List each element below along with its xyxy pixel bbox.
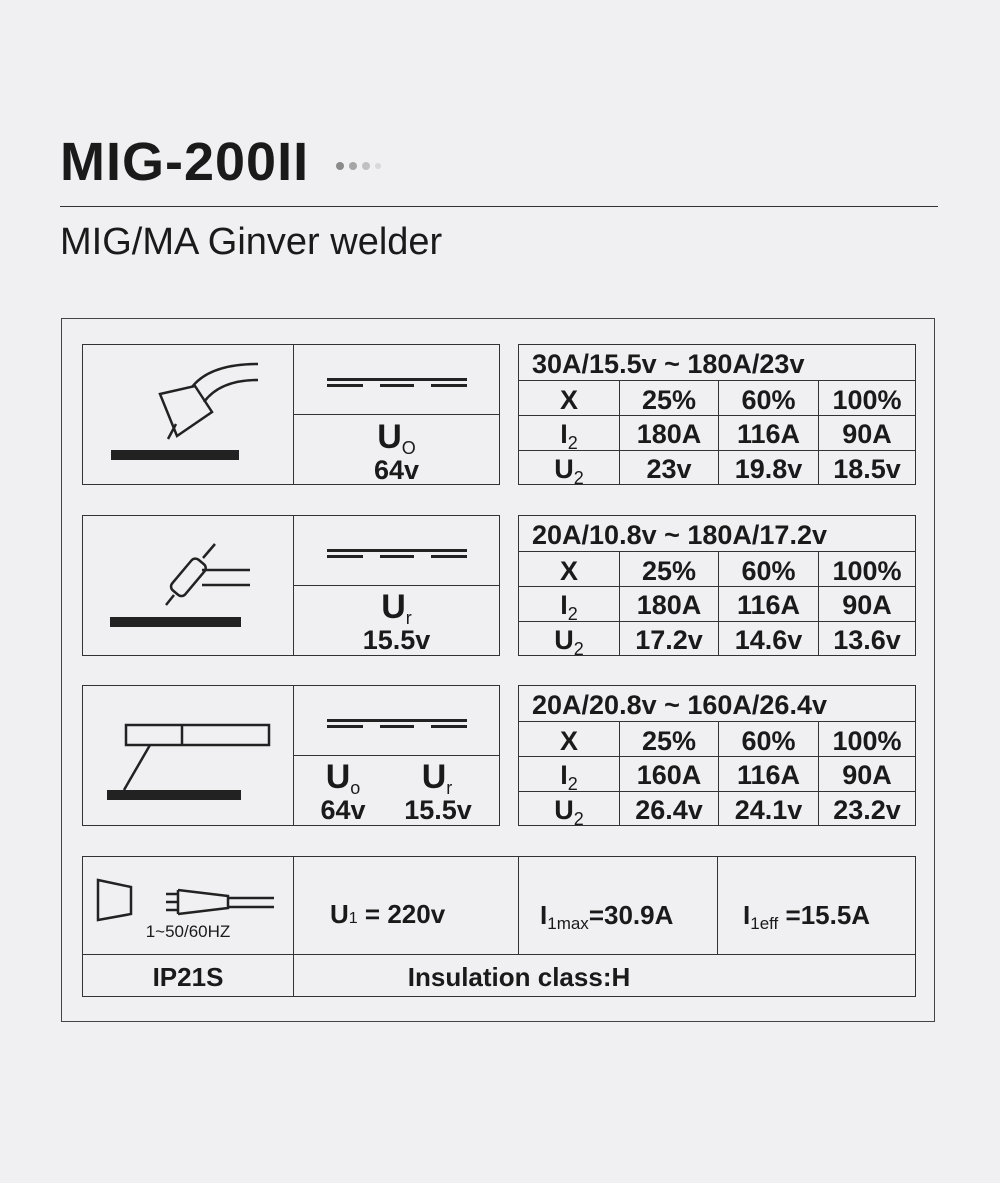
- voltage-value: 24.1v: [734, 795, 803, 825]
- rated-voltage-symbol: Ur: [381, 588, 412, 628]
- duty-cycle-value: 25%: [641, 726, 697, 756]
- insulation-class: Insulation class:H: [407, 962, 631, 992]
- frequency-label: 1~50/60HZ: [145, 922, 231, 941]
- duty-cycle-value: 25%: [641, 556, 697, 586]
- voltage-value: 23v: [646, 454, 692, 484]
- voltage-value: 19.8v: [734, 454, 803, 484]
- current-value: 116A: [736, 760, 801, 790]
- current-value: 116A: [736, 419, 801, 449]
- current-label: $I_2$: [560, 590, 578, 624]
- open-circuit-voltage-symbol: Uo: [325, 758, 361, 798]
- duty-cycle-value: 60%: [741, 385, 796, 415]
- voltage-label: $U_2$: [554, 795, 584, 829]
- effective-input-current: I1eff =15.5A: [743, 900, 871, 933]
- current-label: $I_2$: [560, 419, 578, 453]
- dot: [375, 163, 381, 169]
- current-voltage-range: 20A/20.8v ~ 160A/26.4v: [532, 690, 827, 720]
- voltage-value: 23.2v: [833, 795, 901, 825]
- dot: [362, 162, 370, 170]
- page-title: MIG-200II: [60, 132, 310, 192]
- current-value: 160A: [636, 760, 702, 790]
- page-subtitle: MIG/MA Ginver welder: [60, 221, 443, 263]
- current-value: 116A: [736, 590, 801, 620]
- mma-electrode-icon: [82, 685, 294, 826]
- duty-cycle-label: X: [559, 726, 578, 756]
- dot: [336, 162, 344, 170]
- dot: [349, 162, 357, 170]
- rated-voltage-value: 15.5v: [362, 625, 431, 655]
- voltage-label: $U_2$: [554, 625, 584, 659]
- title-divider: [60, 206, 938, 207]
- rated-voltage-symbol: Ur: [421, 758, 453, 798]
- duty-cycle-value: 100%: [832, 726, 902, 756]
- rated-voltage-value: 15.5v: [404, 795, 472, 825]
- current-value: 90A: [842, 419, 892, 449]
- current-voltage-range: 20A/10.8v ~ 180A/17.2v: [532, 520, 827, 550]
- tig-torch-icon: [82, 515, 294, 656]
- open-circuit-voltage-symbol: UO: [377, 418, 416, 458]
- voltage-value: 18.5v: [833, 454, 901, 484]
- duty-cycle-label: X: [559, 385, 578, 415]
- current-value: 180A: [636, 590, 702, 620]
- current-label: $I_2$: [560, 760, 578, 794]
- current-value: 90A: [842, 760, 892, 790]
- duty-cycle-value: 60%: [741, 556, 796, 586]
- voltage-value: 26.4v: [635, 795, 703, 825]
- duty-cycle-value: 60%: [741, 726, 796, 756]
- current-voltage-range: 30A/15.5v ~ 180A/23v: [532, 349, 805, 379]
- duty-cycle-label: X: [559, 556, 578, 586]
- open-circuit-voltage-value: 64v: [320, 795, 366, 825]
- protection-class: IP21S: [152, 962, 224, 992]
- max-input-current: I1max=30.9A: [540, 900, 674, 933]
- voltage-value: 17.2v: [635, 625, 703, 655]
- voltage-value: 14.6v: [734, 625, 803, 655]
- duty-cycle-value: 100%: [832, 385, 902, 415]
- current-value: 180A: [636, 419, 702, 449]
- input-voltage: U1 = 220v: [330, 899, 446, 929]
- voltage-value: 13.6v: [833, 625, 901, 655]
- mig-torch-icon: [82, 344, 294, 485]
- open-circuit-voltage-value: 64v: [373, 455, 420, 485]
- current-value: 90A: [842, 590, 892, 620]
- duty-cycle-value: 100%: [832, 556, 902, 586]
- duty-cycle-value: 25%: [641, 385, 697, 415]
- voltage-label: $U_2$: [554, 454, 584, 488]
